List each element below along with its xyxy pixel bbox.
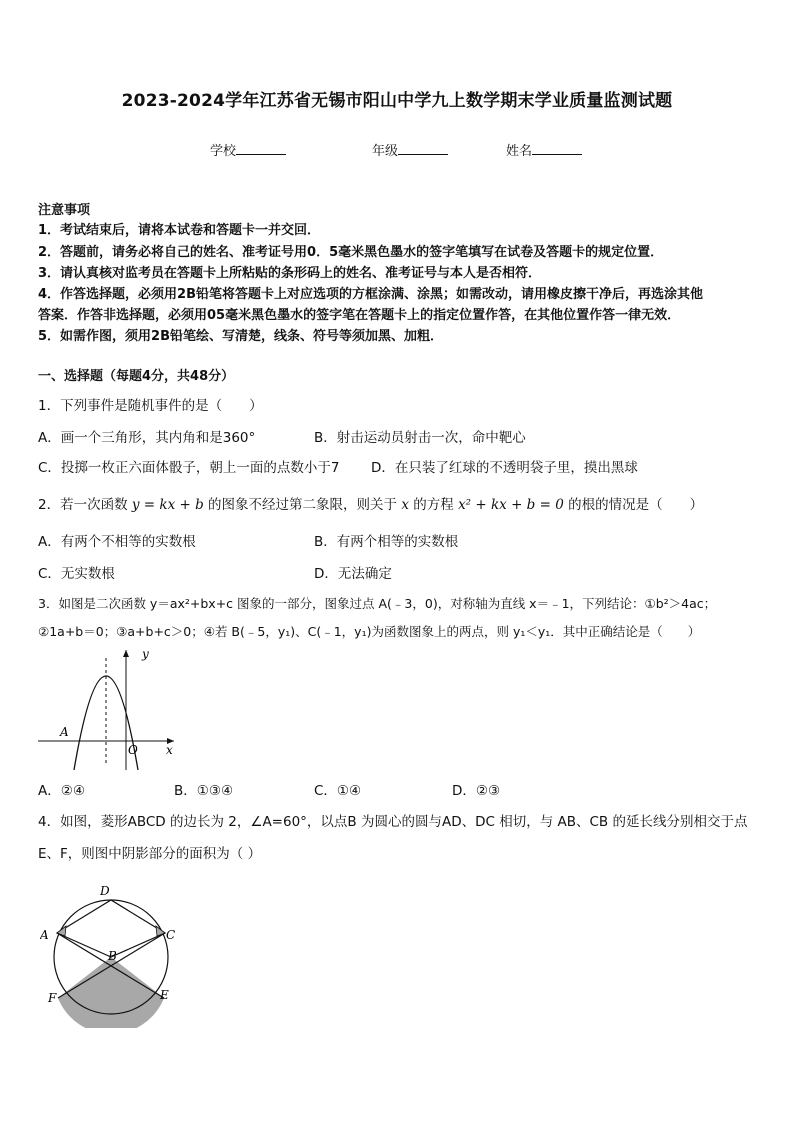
notice-item: 1．考试结束后，请将本试卷和答题卡一并交回． xyxy=(38,223,321,238)
grade-field xyxy=(372,140,448,159)
q4-stem-line1: 4．如图，菱形ABCD 的边长为 2，∠A=60°，以点B 为圆心的圆与AD、DC 相切，与 AB、CB 的延长线分别相交于点 xyxy=(38,814,748,830)
origin-label: O xyxy=(128,743,138,757)
x-axis-label: x xyxy=(166,743,173,757)
point-f-label: F xyxy=(48,991,57,1005)
q3-option-c: C．①④ xyxy=(314,783,362,799)
point-a-label: A xyxy=(60,725,69,739)
name-label: 姓名 xyxy=(506,144,533,159)
q2-stem-part: 的方程 xyxy=(413,497,454,513)
q3-stem-line2: ②1a+b＝0；③a+b+c＞0；④若 B(﹣5，y₁)、C(﹣1，y₁)为函数图象上的两点，则 y₁＜y₁．其中正确结论是（ ） xyxy=(38,624,701,639)
school-field xyxy=(210,140,286,159)
y-axis-label: y xyxy=(142,647,149,661)
point-b-label: B xyxy=(108,949,117,963)
school-blank xyxy=(236,142,286,155)
school-label: 学校 xyxy=(210,144,237,159)
notice-item: 3．请认真核对监考员在答题卡上所粘贴的条形码上的姓名、准考证号与本人是否相符． xyxy=(38,266,542,281)
q4-stem-line2: E、F，则图中阴影部分的面积为（ ） xyxy=(38,846,262,862)
shaded-sector xyxy=(58,957,164,1028)
q2-function: y = kx + b xyxy=(131,497,204,513)
point-a-label: A xyxy=(40,928,49,942)
q1-option-a: A．画一个三角形，其内角和是360° xyxy=(38,430,256,446)
q1-option-b: B．射击运动员射击一次，命中靶心 xyxy=(314,430,526,446)
name-blank xyxy=(532,142,582,155)
grade-blank xyxy=(398,142,448,155)
q2-option-a: A．有两个不相等的实数根 xyxy=(38,534,196,550)
point-d-label: D xyxy=(100,884,110,898)
notice-item: 5．如需作图，须用2B铅笔绘、写清楚，线条、符号等须加黑、加粗． xyxy=(38,329,443,344)
q3-parabola-figure xyxy=(34,644,184,774)
notice-item: 4．作答选择题，必须用2B铅笔将答题卡上对应选项的方框涂满、涂黑；如需改动，请用橡皮擦干净后，再选涂其他 xyxy=(38,287,704,302)
q1-stem: 1．下列事件是随机事件的是（ ） xyxy=(38,398,263,414)
y-axis-arrow xyxy=(123,650,129,657)
q2-stem xyxy=(38,493,703,513)
q3-option-d: D．②③ xyxy=(452,783,501,799)
notice-item: 2．答题前，请务必将自己的姓名、准考证号用0．5毫米黑色墨水的签字笔填写在试卷及答题卡的规定位置． xyxy=(38,245,664,260)
q2-variable: x xyxy=(401,497,409,513)
q2-stem-part: 2．若一次函数 xyxy=(38,497,128,513)
q2-option-c: C．无实数根 xyxy=(38,566,115,582)
q3-option-a: A．②④ xyxy=(38,783,85,799)
q3-stem-line1: 3．如图是二次函数 y＝ax²+bx+c 图象的一部分，图象过点 A(﹣3，0)，对称轴为直线 x＝﹣1，下列结论：①b²＞4ac； xyxy=(38,596,717,611)
grade-label: 年级 xyxy=(372,144,399,159)
notice-heading: 注意事项 xyxy=(38,203,91,218)
q2-equation: x² + kx + b = 0 xyxy=(458,497,564,513)
section-heading: 一、选择题（每题4分，共48分） xyxy=(38,369,235,384)
q1-option-c: C．投掷一枚正六面体骰子，朝上一面的点数小于7 xyxy=(38,460,340,476)
page-title: 2023-2024学年江苏省无锡市阳山中学九上数学期末学业质量监测试题 xyxy=(121,91,673,111)
q2-stem-part: 的图象不经过第二象限，则关于 xyxy=(208,497,398,513)
q1-option-d: D．在只装了红球的不透明袋子里，摸出黑球 xyxy=(371,460,638,476)
q2-stem-part: 的根的情况是（ ） xyxy=(568,497,704,513)
q3-option-b: B．①③④ xyxy=(174,783,234,799)
point-e-label: E xyxy=(160,988,169,1002)
notice-item: 答案．作答非选择题，必须用05毫米黑色墨水的签字笔在答题卡上的指定位置作答，在其他位置作答一律无效． xyxy=(38,308,681,323)
q4-rhombus-figure xyxy=(40,878,190,1028)
name-field xyxy=(506,140,582,159)
point-c-label: C xyxy=(166,928,176,942)
q2-option-b: B．有两个相等的实数根 xyxy=(314,534,459,550)
q2-option-d: D．无法确定 xyxy=(314,566,392,582)
